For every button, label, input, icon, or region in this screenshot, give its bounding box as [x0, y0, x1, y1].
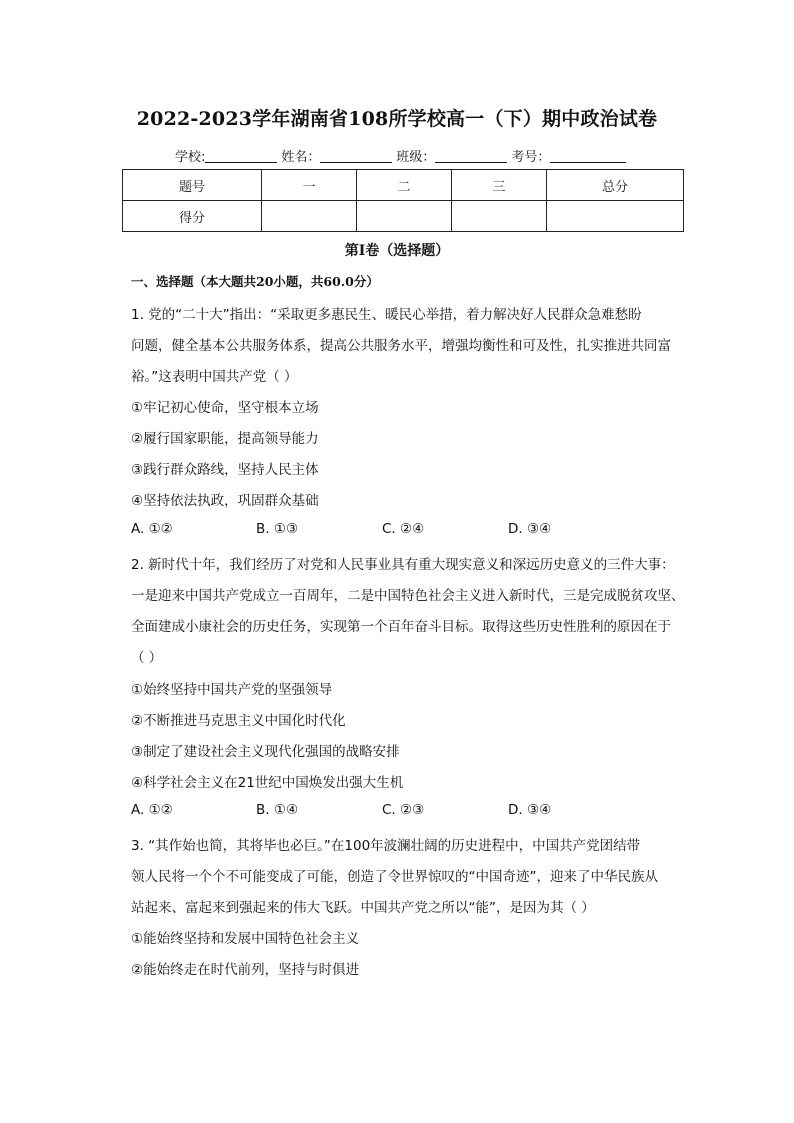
q2-line: 2. 新时代十年，我们经历了对党和人民事业具有重大现实意义和深远历史意义的三件大事： [131, 557, 675, 573]
q1-option-d[interactable]: D. ③④ [508, 521, 552, 537]
class-label: 班级： [396, 150, 436, 165]
q2-statement: ③制定了建设社会主义现代化强国的战略安排 [131, 744, 400, 760]
header-cell-part1: 一 [262, 170, 357, 201]
exam-no-blank[interactable] [550, 149, 626, 163]
header-cell-total: 总分 [547, 170, 684, 201]
q3-line: 领人民将一个个不可能变成了可能，创造了令世界惊叹的“中国奇迹”，迎来了中华民族从 [131, 869, 658, 885]
score-cell-part1[interactable] [262, 201, 357, 232]
q2-line: （ ） [131, 650, 163, 666]
q1-line: 1. 党的“二十大”指出：“采取更多惠民生、暖民心举措，着力解决好人民群众急难愁盼 [131, 307, 642, 323]
exam-title: 2022-2023学年湖南省108所学校高一（下）期中政治试卷 [136, 108, 658, 130]
score-table [122, 169, 684, 232]
q1-line: 裕。”这表明中国共产党（ ） [131, 369, 298, 385]
q1-statement: ④坚持依法执政，巩固群众基础 [131, 493, 319, 509]
q1-statement: ③践行群众路线，坚持人民主体 [131, 462, 319, 478]
q3-line: 站起来、富起来到强起来的伟大飞跃。中国共产党之所以“能”，是因为其（ ） [131, 900, 595, 916]
score-table-score-row [123, 201, 684, 232]
name-blank[interactable] [320, 149, 392, 163]
score-row-label: 得分 [123, 201, 262, 232]
q1-line: 问题，健全基本公共服务体系，提高公共服务水平，增强均衡性和可及性，扎实推进共同富 [131, 338, 671, 354]
school-blank[interactable] [205, 149, 277, 163]
header-cell-part3: 三 [452, 170, 547, 201]
q3-statement: ①能始终坚持和发展中国特色社会主义 [131, 931, 360, 947]
q2-option-c[interactable]: C. ②③ [382, 802, 425, 818]
q2-line: 全面建成小康社会的历史任务，实现第一个百年奋斗目标。取得这些历史性胜利的原因在于 [131, 619, 671, 635]
q3-line: 3. “其作始也简，其将毕也必巨。”在100年波澜壮阔的历史进程中，中国共产党团结带 [131, 838, 641, 854]
q1-option-a[interactable]: A. ①② [131, 521, 173, 537]
q2-statement: ②不断推进马克思主义中国化时代化 [131, 713, 346, 729]
school-label: 学校: [175, 150, 206, 165]
q2-option-b[interactable]: B. ①④ [256, 802, 299, 818]
q2-statement: ④科学社会主义在21世纪中国焕发出强大生机 [131, 775, 404, 791]
q2-statement: ①始终坚持中国共产党的坚强领导 [131, 682, 333, 698]
q1-statement: ①牢记初心使命，坚守根本立场 [131, 400, 319, 416]
section1-title: 一、选择题（本大题共20小题，共60.0分） [131, 274, 379, 289]
class-blank[interactable] [435, 149, 507, 163]
q2-option-d[interactable]: D. ③④ [508, 802, 552, 818]
score-table-header-row [123, 170, 684, 201]
exam-no-label: 考号： [511, 150, 551, 165]
student-info-line [175, 146, 630, 165]
q2-option-a[interactable]: A. ①② [131, 802, 173, 818]
q2-line: 一是迎来中国共产党成立一百周年，二是中国特色社会主义进入新时代，三是完成脱贫攻坚、 [131, 588, 685, 604]
score-cell-part3[interactable] [452, 201, 547, 232]
q1-option-c[interactable]: C. ②④ [382, 521, 425, 537]
part1-title: 第I卷（选择题） [344, 243, 450, 259]
score-cell-total[interactable] [547, 201, 684, 232]
score-cell-part2[interactable] [357, 201, 452, 232]
name-label: 姓名： [281, 150, 321, 165]
header-cell-part2: 二 [357, 170, 452, 201]
header-cell-question-no: 题号 [123, 170, 262, 201]
q3-statement: ②能始终走在时代前列，坚持与时俱进 [131, 962, 360, 978]
q1-statement: ②履行国家职能，提高领导能力 [131, 431, 319, 447]
q1-option-b[interactable]: B. ①③ [256, 521, 299, 537]
